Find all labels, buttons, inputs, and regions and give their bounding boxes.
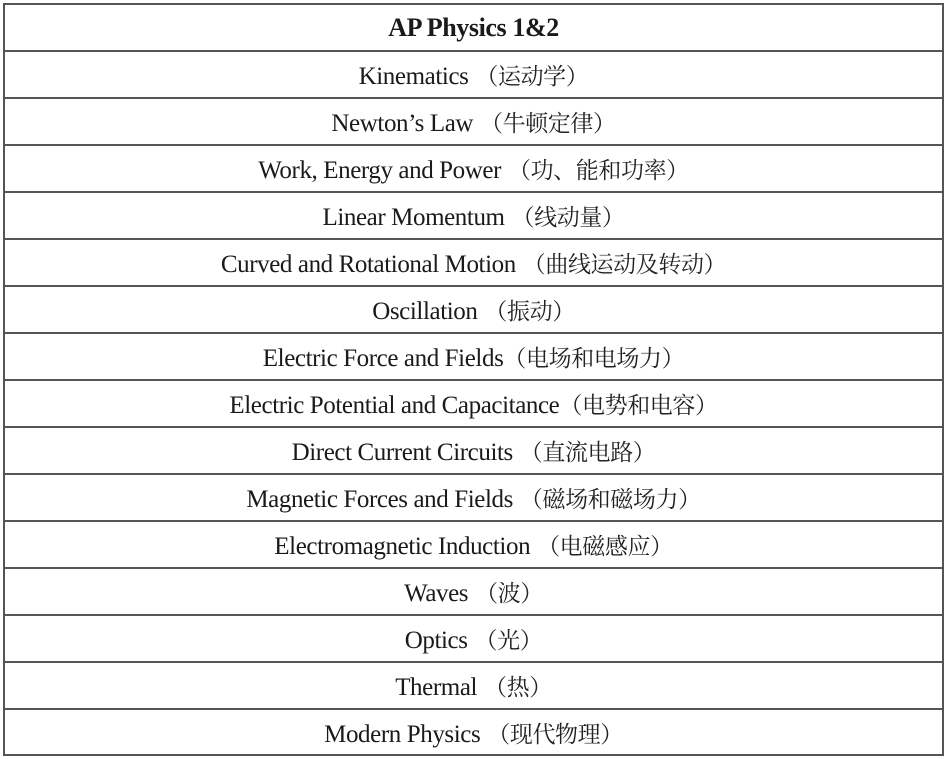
table-row: [5, 662, 942, 709]
topic-cell: [5, 286, 942, 333]
topic-cn: （磁场和磁场力）: [512, 487, 701, 513]
table-row: [5, 239, 942, 286]
topic-cell: [5, 568, 942, 615]
table-row: [5, 427, 942, 474]
topic-cn: （直流电路）: [512, 440, 656, 466]
table-row: [5, 98, 942, 145]
topic-en: Work, Energy and Power: [258, 157, 502, 184]
topic-en: Electric Force and Fields: [262, 345, 504, 372]
topic-en: Linear Momentum: [322, 204, 505, 231]
table-row: [5, 380, 942, 427]
topic-cn: （波）: [468, 581, 543, 607]
topic-en: Oscillation: [372, 298, 478, 325]
topic-en: Electromagnetic Induction: [274, 533, 531, 560]
topic-cn: （电势和电容）: [559, 393, 718, 419]
topic-cell: [5, 521, 942, 568]
topic-cell: [5, 98, 942, 145]
topic-cn: （运动学）: [468, 64, 589, 90]
topic-cell: [5, 474, 942, 521]
topic-cell: [5, 662, 942, 709]
table-header-row: [5, 5, 942, 51]
table-row: [5, 474, 942, 521]
topic-cell: [5, 239, 942, 286]
topic-cell: [5, 333, 942, 380]
topic-cell: [5, 192, 942, 239]
topic-cn: （振动）: [477, 299, 575, 325]
topic-cn: （牛顿定律）: [473, 111, 616, 137]
topic-en: Waves: [404, 580, 469, 607]
topic-en: Newton’s Law: [331, 110, 474, 137]
topic-en: Magnetic Forces and Fields: [246, 486, 513, 513]
table-row: [5, 145, 942, 192]
table-title: AP Physics 1&2: [388, 12, 559, 42]
topic-cn: （电场和电场力）: [503, 346, 685, 372]
topic-cn: （曲线运动及转动）: [515, 252, 727, 278]
topic-cell: [5, 380, 942, 427]
table-row: [5, 333, 942, 380]
topic-cell: [5, 615, 942, 662]
table-row: [5, 615, 942, 662]
table-row: [5, 51, 942, 98]
topic-cell: [5, 145, 942, 192]
topic-en: Kinematics: [358, 63, 469, 90]
topic-en: Thermal: [395, 674, 478, 701]
topic-en: Modern Physics: [324, 721, 481, 748]
table-row: [5, 192, 942, 239]
topic-cn: （功、能和功率）: [501, 158, 689, 184]
topic-cell: [5, 51, 942, 98]
topic-cell: [5, 427, 942, 474]
topics-table: [3, 3, 944, 756]
topic-cn: （线动量）: [504, 205, 625, 231]
topic-cn: （光）: [467, 628, 543, 654]
topic-en: Direct Current Circuits: [291, 439, 513, 466]
table-row: [5, 568, 942, 615]
table-row: [5, 709, 942, 755]
topic-cell: [5, 709, 942, 755]
topic-cn: （电磁感应）: [530, 534, 673, 560]
topics-table-grid: [5, 5, 942, 755]
topic-en: Optics: [404, 627, 468, 654]
table-row: [5, 521, 942, 568]
topic-en: Electric Potential and Capacitance: [229, 392, 560, 419]
topic-cn: （现代物理）: [480, 722, 623, 748]
topic-en: Curved and Rotational Motion: [220, 251, 516, 278]
table-row: [5, 286, 942, 333]
topic-cn: （热）: [477, 675, 552, 701]
